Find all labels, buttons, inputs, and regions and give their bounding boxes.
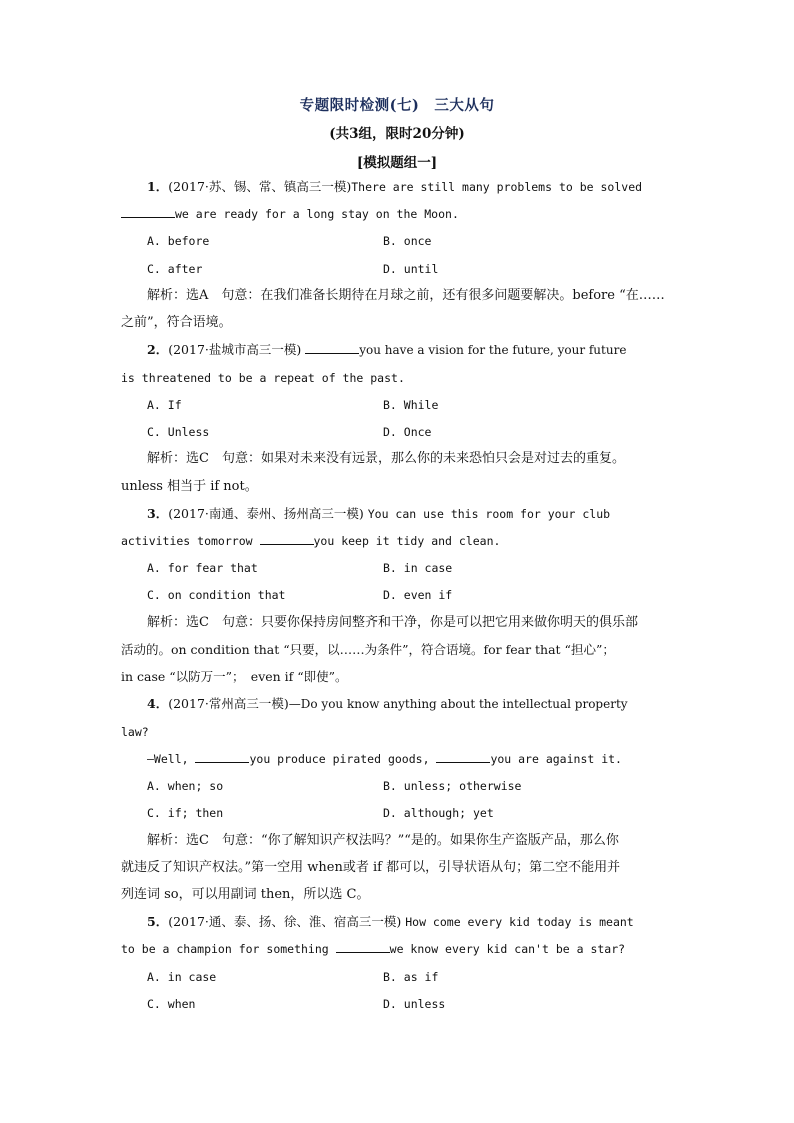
question-stem: you have a vision for the future, your future xyxy=(359,343,627,357)
analysis-line: unless 相当于 if not。 xyxy=(121,479,258,494)
analysis-line: in case “以防万一”； even if “即使”。 xyxy=(121,669,348,684)
question-source: (2017·苏、锡、常、镇高三一模) xyxy=(168,179,352,194)
answer-blank xyxy=(436,750,490,763)
analysis-line: 解析：选C 句意：“你了解知识产权法吗？”“是的。如果你生产盗版产品，那么你 xyxy=(147,833,619,848)
option-b: B. While xyxy=(383,398,439,412)
question-stem: You can use this room for your club xyxy=(367,507,611,521)
question-source: (2017·盐城市高三一模) xyxy=(168,342,302,357)
page-title: 专题限时检测(七) 三大从句 xyxy=(299,97,495,114)
option-d: D. unless xyxy=(383,997,446,1011)
question-number: 4． xyxy=(147,696,169,711)
option-d: D. until xyxy=(383,262,439,276)
question-stem: to be a champion for something xyxy=(121,942,329,956)
option-b: B. in case xyxy=(383,561,453,575)
option-a: A. before xyxy=(147,234,210,248)
analysis-line: 之前”，符合语境。 xyxy=(121,315,232,330)
analysis-line: 解析：选C 句意：只要你保持房间整齐和干净，你是可以把它用来做你明天的俱乐部 xyxy=(147,615,638,630)
answer-blank xyxy=(336,940,390,953)
question-stem: you produce pirated goods, xyxy=(249,752,430,766)
option-c: C. on condition that xyxy=(147,588,286,602)
question-source: (2017·常州高三一模) xyxy=(168,696,289,711)
analysis-line: 就违反了知识产权法。”第一空用 when或者 if 都可以，引导状语从句；第二空不能用并 xyxy=(121,860,621,875)
question-1-line-1 xyxy=(147,178,642,196)
question-stem: —Well, xyxy=(147,752,189,766)
answer-blank xyxy=(260,532,314,545)
page-subtitle: (共3组，限时20分钟) xyxy=(329,126,465,142)
question-2-line-1 xyxy=(147,341,626,359)
analysis-line: 解析：选C 句意：如果对未来没有远景，那么你的未来恐怕只会是对过去的重复。 xyxy=(147,451,625,466)
question-stem: How come every kid today is meant xyxy=(405,915,634,929)
option-a: A. when; so xyxy=(147,779,224,793)
question-stem: —Do you know anything about the intellectual property xyxy=(288,697,628,711)
analysis-line: 活动的。on condition that “只要，以……为条件”，符合语境。for fear that “担心”； xyxy=(121,642,615,657)
option-d: D. Once xyxy=(383,425,432,439)
question-source: (2017·南通、泰州、扬州高三一模) xyxy=(168,506,364,521)
option-c: C. if; then xyxy=(147,806,224,820)
option-a: A. for fear that xyxy=(147,561,258,575)
option-b: B. as if xyxy=(383,970,439,984)
option-d: D. although; yet xyxy=(383,806,494,820)
question-stem: we know every kid can't be a star? xyxy=(389,942,626,956)
question-4-line-2: law? xyxy=(121,725,149,739)
option-c: C. Unless xyxy=(147,425,210,439)
question-1-line-2 xyxy=(121,205,459,223)
question-number: 3． xyxy=(147,506,169,521)
option-b: B. unless; otherwise xyxy=(383,779,522,793)
question-stem: you are against it. xyxy=(490,752,622,766)
question-stem: activities tomorrow xyxy=(121,534,253,548)
answer-blank xyxy=(121,205,175,218)
question-number: 1． xyxy=(147,179,169,194)
question-4-line-1 xyxy=(147,695,628,713)
option-d: D. even if xyxy=(383,588,453,602)
question-3-line-2 xyxy=(121,532,500,550)
option-a: A. If xyxy=(147,398,182,412)
question-3-line-1 xyxy=(147,505,610,523)
question-number: 5． xyxy=(147,914,169,929)
question-2-line-2: is threatened to be a repeat of the past. xyxy=(121,371,405,385)
answer-blank xyxy=(195,750,249,763)
question-stem: There are still many problems to be solved xyxy=(351,180,643,194)
question-stem: you keep it tidy and clean. xyxy=(313,534,501,548)
option-c: C. when xyxy=(147,997,196,1011)
analysis-line: 解析：选A 句意：在我们准备长期待在月球之前，还有很多问题要解决。before “在…… xyxy=(147,288,665,303)
question-5-line-1 xyxy=(147,913,634,931)
question-source: (2017·通、泰、扬、徐、淮、宿高三一模) xyxy=(168,914,402,929)
option-a: A. in case xyxy=(147,970,217,984)
answer-blank xyxy=(305,341,359,354)
option-c: C. after xyxy=(147,262,203,276)
question-5-line-2 xyxy=(121,940,625,958)
question-4-line-3 xyxy=(147,750,622,768)
option-b: B. once xyxy=(383,234,432,248)
question-stem: we are ready for a long stay on the Moon. xyxy=(175,207,459,221)
analysis-line: 列连词 so，可以用副词 then，所以选 C。 xyxy=(121,887,370,902)
question-number: 2． xyxy=(147,342,169,357)
section-heading: [模拟题组一] xyxy=(356,155,438,171)
